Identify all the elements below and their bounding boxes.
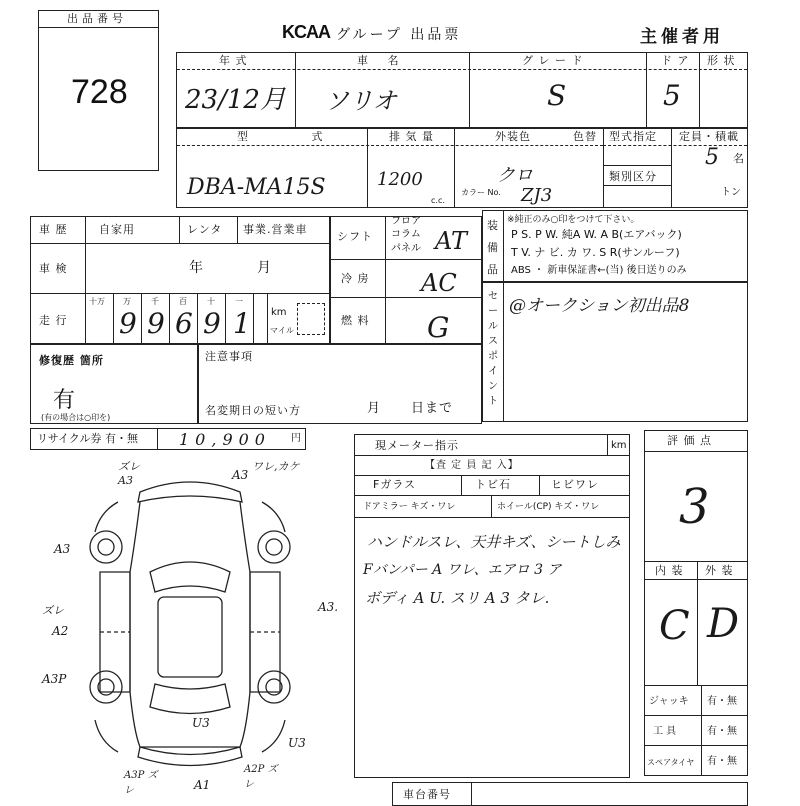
spare-label: スペアタイヤ — [647, 758, 695, 767]
score-value: 3 — [679, 479, 710, 535]
mileage-label: 走 行 — [39, 314, 68, 327]
sales-point-label: セールスポイント — [488, 291, 498, 407]
cc-unit: c.c. — [431, 196, 445, 205]
repair-value: 有 — [53, 388, 76, 413]
repair-label: 修復歴 箇所 — [39, 354, 104, 367]
shift-panel: パネル — [391, 243, 421, 254]
color-no-value: ZJ3 — [521, 185, 553, 206]
name-change-label: 名変期日の短い方 — [205, 404, 301, 417]
recycle-value: 10,900 — [179, 430, 271, 449]
capacity-value: 5 — [705, 145, 719, 170]
mileage-digit-100: 6 — [175, 307, 193, 340]
ton-unit: トン — [721, 187, 741, 198]
shape-label: 形 状 — [707, 54, 736, 67]
equipment-line3: ABS ・ 新車保証書←(当) 後日送りのみ — [511, 265, 687, 276]
digit-label-10k: 万 — [123, 297, 131, 306]
damage-mark-left-door-1: ズレ — [42, 604, 64, 617]
damage-mark-front: A3 — [232, 468, 249, 482]
exterior-value: D — [707, 601, 740, 647]
mileage-digit-1k: 9 — [147, 307, 165, 340]
mirror-label: ドアミラー キズ・ワレ — [363, 502, 456, 512]
history-label: 車 歴 — [39, 223, 68, 236]
km-unit: km — [271, 307, 287, 318]
damage-mark-rear-left: A3P ズレ — [124, 770, 158, 796]
displacement-value: 1200 — [377, 169, 423, 190]
equipment-note: ※純正のみ○印をつけて下さい。 — [507, 215, 640, 225]
make-value: ソリオ — [325, 87, 397, 115]
grade-label: グ レ ー ド — [522, 54, 584, 67]
mileage-digit-10: 9 — [203, 307, 221, 340]
digit-label-100k: 十万 — [89, 297, 105, 306]
lot-number-label: 出品番号 — [67, 12, 127, 25]
color-no-label: カラー No. — [461, 188, 501, 197]
wheel-label: ホイール(CP) キズ・ワレ — [497, 502, 600, 512]
name-change-day: 日まで — [411, 401, 454, 416]
vehicle-info-row1 — [176, 52, 748, 128]
business-use: 事業.営業車 — [243, 223, 308, 236]
shift-floor: フロア — [391, 216, 421, 227]
model-value: DBA-MA15S — [187, 175, 326, 200]
mile-unit: マイル — [270, 326, 294, 335]
interior-value: C — [659, 603, 690, 649]
equipment-line1: P S. P W. 純A W. A B(エアバック) — [511, 228, 682, 241]
inspector-title: 【査 定 員 記 入】 — [425, 460, 519, 471]
ac-label: 冷 房 — [341, 272, 370, 285]
exterior-label: 外 装 — [705, 564, 734, 577]
recycle-label: リサイクル券 有・無 — [37, 432, 138, 445]
repair-note: (有の場合は○印を) — [41, 413, 111, 422]
damage-mark-front-right: ワレ,カケ — [252, 460, 300, 473]
interior-label: 内 装 — [655, 564, 684, 577]
equipment-block — [482, 210, 748, 282]
damage-mark-right-side: A3. — [318, 600, 339, 614]
digit-label-1: 一 — [235, 297, 243, 306]
recycle-block — [30, 428, 306, 450]
meter-label: 現メーター指示 — [375, 439, 459, 452]
shaken-label: 車 検 — [39, 262, 68, 275]
jack-yn: 有・無 — [707, 696, 737, 707]
mileage-digit-10k: 9 — [119, 307, 137, 340]
form-role: 主催者用 — [640, 27, 724, 47]
make-label: 車 名 — [357, 54, 407, 67]
displacement-label: 排 気 量 — [389, 130, 434, 143]
caution-block — [198, 344, 482, 424]
sales-point-value: @オークション初出品8 — [509, 296, 690, 316]
score-block — [644, 430, 748, 776]
form-title: グループ 出品票 — [336, 27, 462, 43]
chassis-label: 車台番号 — [403, 788, 451, 801]
name-change-month: 月 — [367, 401, 382, 416]
grade-value: S — [547, 79, 567, 112]
damage-mark-left-rear: A3P — [42, 672, 67, 686]
digit-label-10: 十 — [207, 297, 215, 306]
vehicle-info-row2 — [176, 128, 748, 208]
shift-column: コラム — [391, 229, 421, 240]
caution-label: 注意事項 — [205, 350, 253, 363]
comment-line-2: Fバンパー A ワレ、エアロ 3 ア — [363, 562, 562, 578]
damage-mark-rear-right: A2P ズレ — [244, 764, 278, 790]
history-block — [30, 216, 330, 344]
repair-block — [30, 344, 198, 424]
spare-yn: 有・無 — [707, 756, 737, 767]
color-value: クロ — [497, 165, 533, 186]
digit-label-100: 百 — [179, 297, 187, 306]
equipment-label: 装備品 — [487, 219, 498, 276]
damage-mark-left-fender: A3 — [54, 542, 71, 556]
color-label: 外装色 — [495, 130, 531, 143]
equipment-line2: T V. ナ ビ. カ ワ. S R(サンルーフ) — [511, 246, 680, 259]
mileage-digit-1: 1 — [233, 307, 251, 340]
damage-mark-left-door-2: A2 — [52, 624, 69, 638]
glass-label: Fガラス — [373, 478, 416, 491]
type-designation-label: 型式指定 — [609, 130, 657, 143]
fuel-label: 燃 料 — [341, 314, 370, 327]
chassis-block — [392, 782, 748, 806]
rental: レンタ — [187, 223, 223, 236]
door-value: 5 — [663, 79, 681, 112]
car-diagram — [60, 462, 360, 792]
shaken-month: 月 — [257, 260, 272, 276]
lot-number-box — [38, 10, 159, 171]
shift-value: AT — [435, 227, 468, 255]
tool-yn: 有・無 — [707, 726, 737, 737]
shift-label: シフト — [337, 230, 373, 243]
door-label: ド ア — [661, 54, 690, 67]
brand-logo: KCAA — [282, 22, 330, 42]
damage-mark-rear: A1 — [194, 778, 211, 792]
year-value: 23/12月 — [185, 85, 286, 115]
capacity-label: 定員・積載 — [679, 130, 739, 143]
comment-line-3: ボディ A U. スリ A 3 タレ. — [365, 589, 550, 607]
lot-number-value: 728 — [71, 73, 128, 111]
score-label: 評 価 点 — [667, 434, 712, 447]
shift-ac-fuel-block — [330, 216, 482, 344]
recolor-label: 色替 — [573, 130, 597, 143]
tobi-label: トビ石 — [475, 478, 511, 491]
own-use: 自家用 — [99, 223, 135, 236]
class-label: 類別区分 — [609, 170, 657, 183]
sales-point-block — [482, 282, 748, 422]
fuel-value: G — [427, 311, 450, 344]
tool-label: 工 具 — [653, 726, 677, 737]
person-unit: 名 — [733, 152, 745, 165]
comment-line-1: ハンドルスレ、天井キズ、シートしみ — [367, 533, 621, 551]
damage-mark-right-rear: U3 — [288, 736, 306, 750]
jack-label: ジャッキ — [649, 696, 689, 707]
recycle-unit: 円 — [291, 433, 301, 444]
meter-unit: km — [611, 440, 627, 451]
year-label: 年 式 — [219, 54, 248, 67]
inspector-block — [354, 434, 630, 778]
damage-mark-roof: U3 — [192, 716, 210, 730]
hibi-label: ヒビワレ — [551, 478, 599, 491]
damage-mark-front-left: ズレ A3 — [118, 460, 140, 487]
model-label: 型 式 — [237, 130, 353, 143]
ac-value: AC — [421, 269, 457, 297]
shaken-year: 年 — [189, 260, 204, 276]
digit-label-1k: 千 — [151, 297, 159, 306]
